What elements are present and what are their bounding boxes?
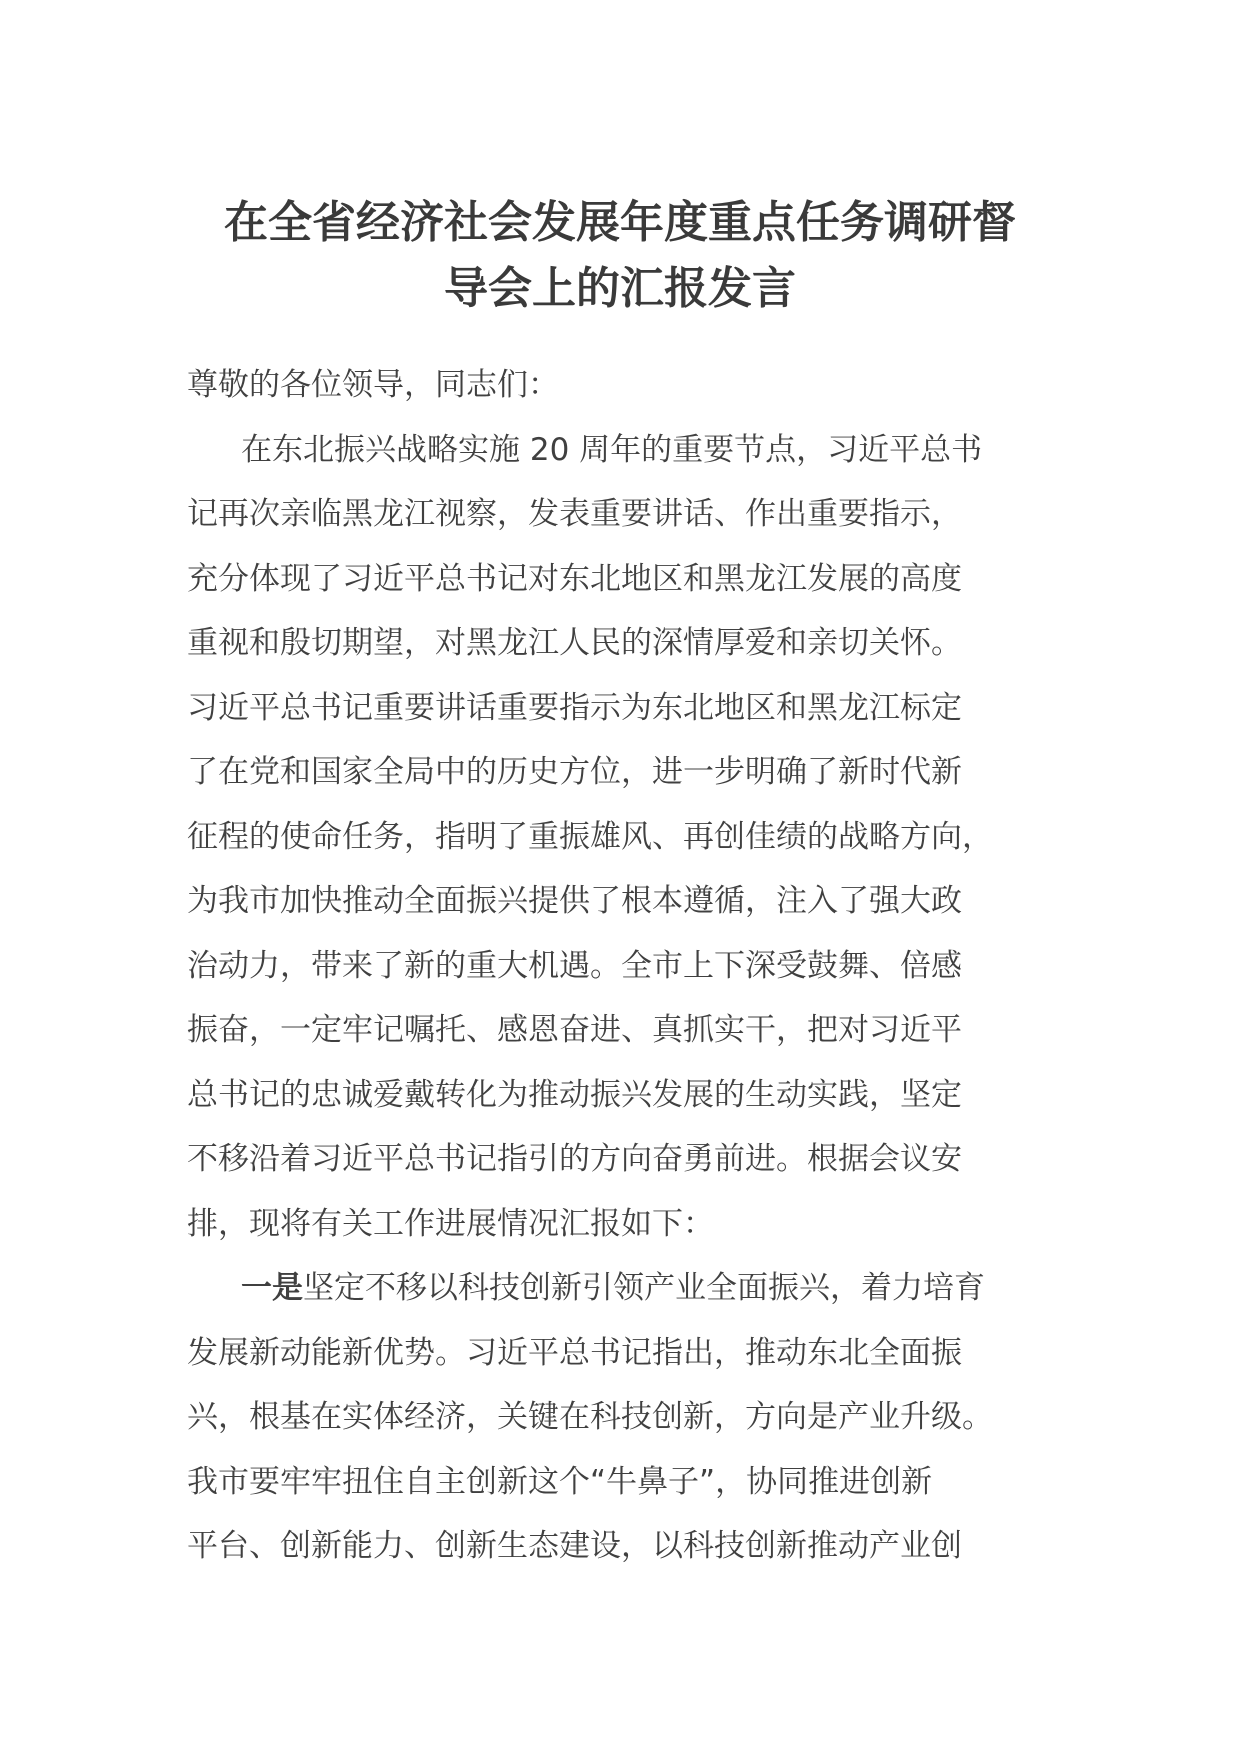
- document-title: [150, 190, 1090, 322]
- paragraph-1-line: 了在党和国家全局中的历史方位，进一步明确了新时代新: [187, 754, 962, 790]
- paragraph-1-line: 不移沿着习近平总书记指引的方向奋勇前进。根据会议安: [187, 1141, 962, 1177]
- paragraph-2-line: 平台、创新能力、创新生态建设，以科技创新推动产业创: [187, 1528, 962, 1564]
- paragraph-1-line: 在东北振兴战略实施 20 周年的重要节点，习近平总书: [241, 431, 983, 468]
- paragraph-2: [187, 1256, 1067, 1579]
- paragraph-2-line: 兴，根基在实体经济，关键在科技创新，方向是产业升级。: [187, 1399, 993, 1435]
- paragraph-2-line: 我市要牢牢扭住自主创新这个“牛鼻子”，协同推进创新: [187, 1463, 933, 1500]
- paragraph-1-line: 总书记的忠诚爱戴转化为推动振兴发展的生动实践，坚定: [187, 1076, 962, 1113]
- paragraph-1-line: 重视和殷切期望，对黑龙江人民的深情厚爱和亲切关怀。: [187, 625, 962, 661]
- paragraph-2-lead: 一是: [241, 1270, 303, 1306]
- paragraph-2-first-line: [187, 1256, 1067, 1321]
- paragraph-1-line: 振奋，一定牢记嘱托、感恩奋进、真抓实干，把对习近平: [187, 1012, 962, 1048]
- paragraph-1-line: 习近平总书记重要讲话重要指示为东北地区和黑龙江标定: [187, 689, 962, 726]
- paragraph-2-line: 发展新动能新优势。习近平总书记指出，推动东北全面振: [187, 1334, 962, 1371]
- paragraph-1: [187, 418, 1067, 1257]
- paragraph-1-line: 征程的使命任务，指明了重振雄风、再创佳绩的战略方向，: [187, 818, 993, 855]
- title-line-2: 导会上的汇报发言: [444, 263, 796, 314]
- title-line-1: 在全省经济社会发展年度重点任务调研督: [224, 197, 1016, 248]
- paragraph-1-line: 充分体现了习近平总书记对东北地区和黑龙江发展的高度: [187, 560, 962, 597]
- paragraph-1-line: 治动力，带来了新的重大机遇。全市上下深受鼓舞、倍感: [187, 947, 962, 984]
- paragraph-2-first-line-text: 坚定不移以科技创新引领产业全面振兴，着力培育: [303, 1270, 985, 1306]
- paragraph-1-line: 记再次亲临黑龙江视察，发表重要讲话、作出重要指示，: [187, 496, 962, 532]
- paragraph-1-line: 排，现将有关工作进展情况汇报如下：: [187, 1205, 714, 1242]
- document-body: [187, 353, 1067, 1579]
- salutation: 尊敬的各位领导，同志们：: [187, 367, 559, 403]
- paragraph-1-line: 为我市加快推动全面振兴提供了根本遵循，注入了强大政: [187, 883, 962, 919]
